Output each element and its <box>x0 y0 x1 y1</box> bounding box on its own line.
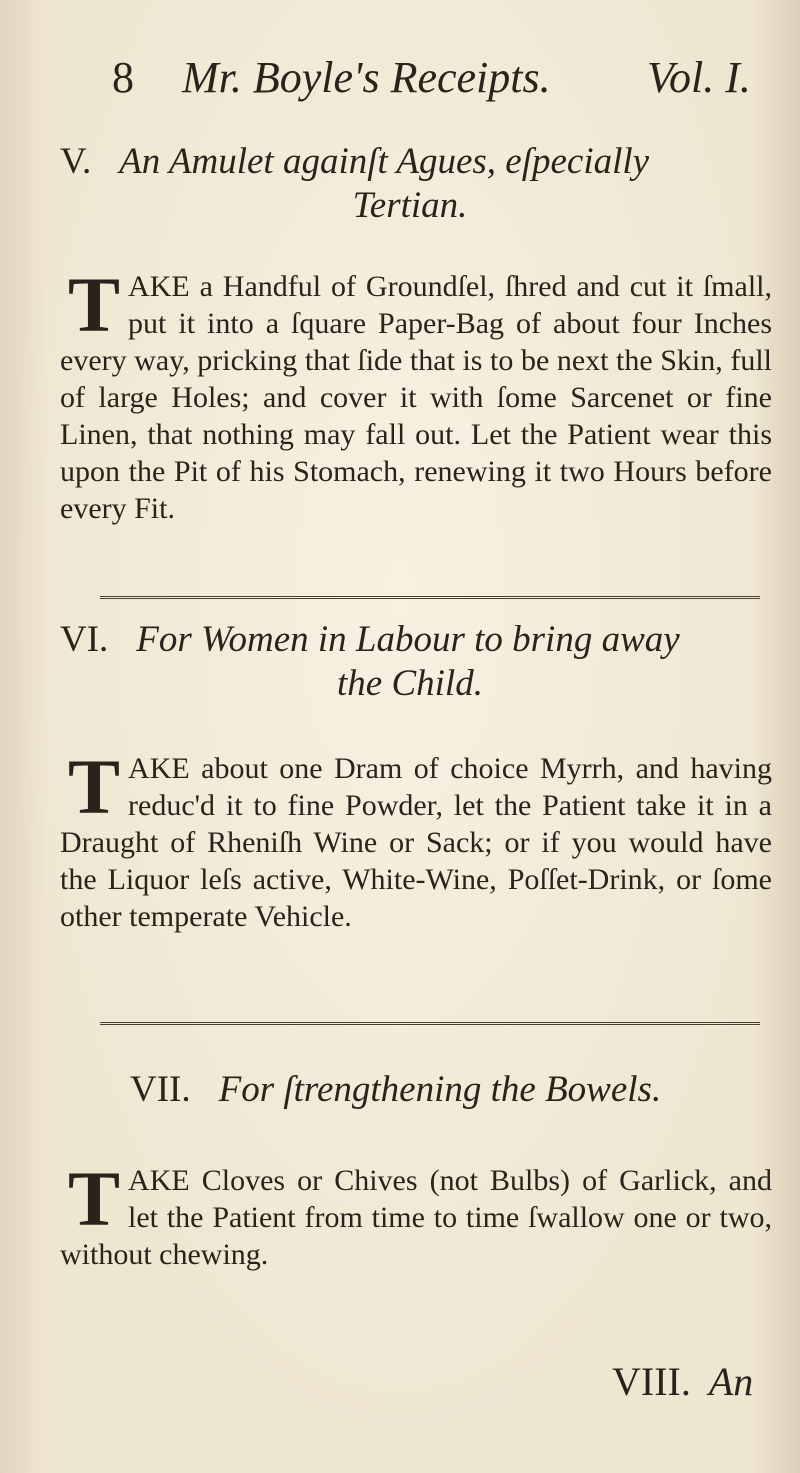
section-title-line2: Tertian. <box>352 185 468 226</box>
catchword-word: An <box>708 1359 754 1404</box>
section-divider <box>100 596 760 599</box>
section-title-line2: the Child. <box>337 663 483 704</box>
section-divider <box>100 1022 760 1025</box>
running-head <box>112 48 762 108</box>
section-text: AKE a Handful of Groundſel, ſhred and cut it ſmall, put it into a ſquare Paper-Bag of about four Inches every way, pricking that ſide that is to be next the Skin, full of large Holes; and cover it with ſome Sarcenet or fine Linen, that nothing may fall out. Let the Patient wear this upon the Pit of his Stomach, renewing it two Hours before every Fit. <box>60 270 772 525</box>
catchword-number: VIII. <box>612 1359 691 1404</box>
drop-cap: T <box>68 261 123 348</box>
running-title: Mr. Boyle's Receipts. <box>182 53 551 102</box>
section-title-line1: For Women in Labour to bring away <box>136 619 680 660</box>
section-6-title <box>60 618 760 706</box>
section-text: AKE about one Dram of choice Myrrh, and having reduc'd it to fine Powder, let the Patient take it in a Draught of Rheniſh Wine or Sack; or if you would have the Liquor leſs active, White-Wine, Poſſet-Drink, or ſome other temperate Vehicle. <box>60 752 772 933</box>
section-number: V. <box>60 141 92 182</box>
section-number: VI. <box>60 619 109 660</box>
page-number: 8 <box>112 53 134 102</box>
section-5-title <box>60 140 760 228</box>
section-text: AKE Cloves or Chives (not Bulbs) of Garlick, and let the Patient from time to time ſwallow one or two, without chewing. <box>60 1164 772 1271</box>
section-7-body <box>60 1155 772 1273</box>
section-title-line1: For ſtrengthening the Bowels. <box>218 1069 662 1110</box>
catchword <box>612 1358 753 1406</box>
drop-cap: T <box>68 743 123 830</box>
volume-label: Vol. I. <box>647 53 751 102</box>
section-6-body <box>60 743 772 935</box>
section-5-body <box>60 261 772 527</box>
section-number: VII. <box>130 1069 191 1110</box>
section-7-title <box>130 1068 800 1112</box>
section-title-line1: An Amulet againſt Agues, eſpecially <box>119 141 650 182</box>
drop-cap: T <box>68 1155 123 1242</box>
